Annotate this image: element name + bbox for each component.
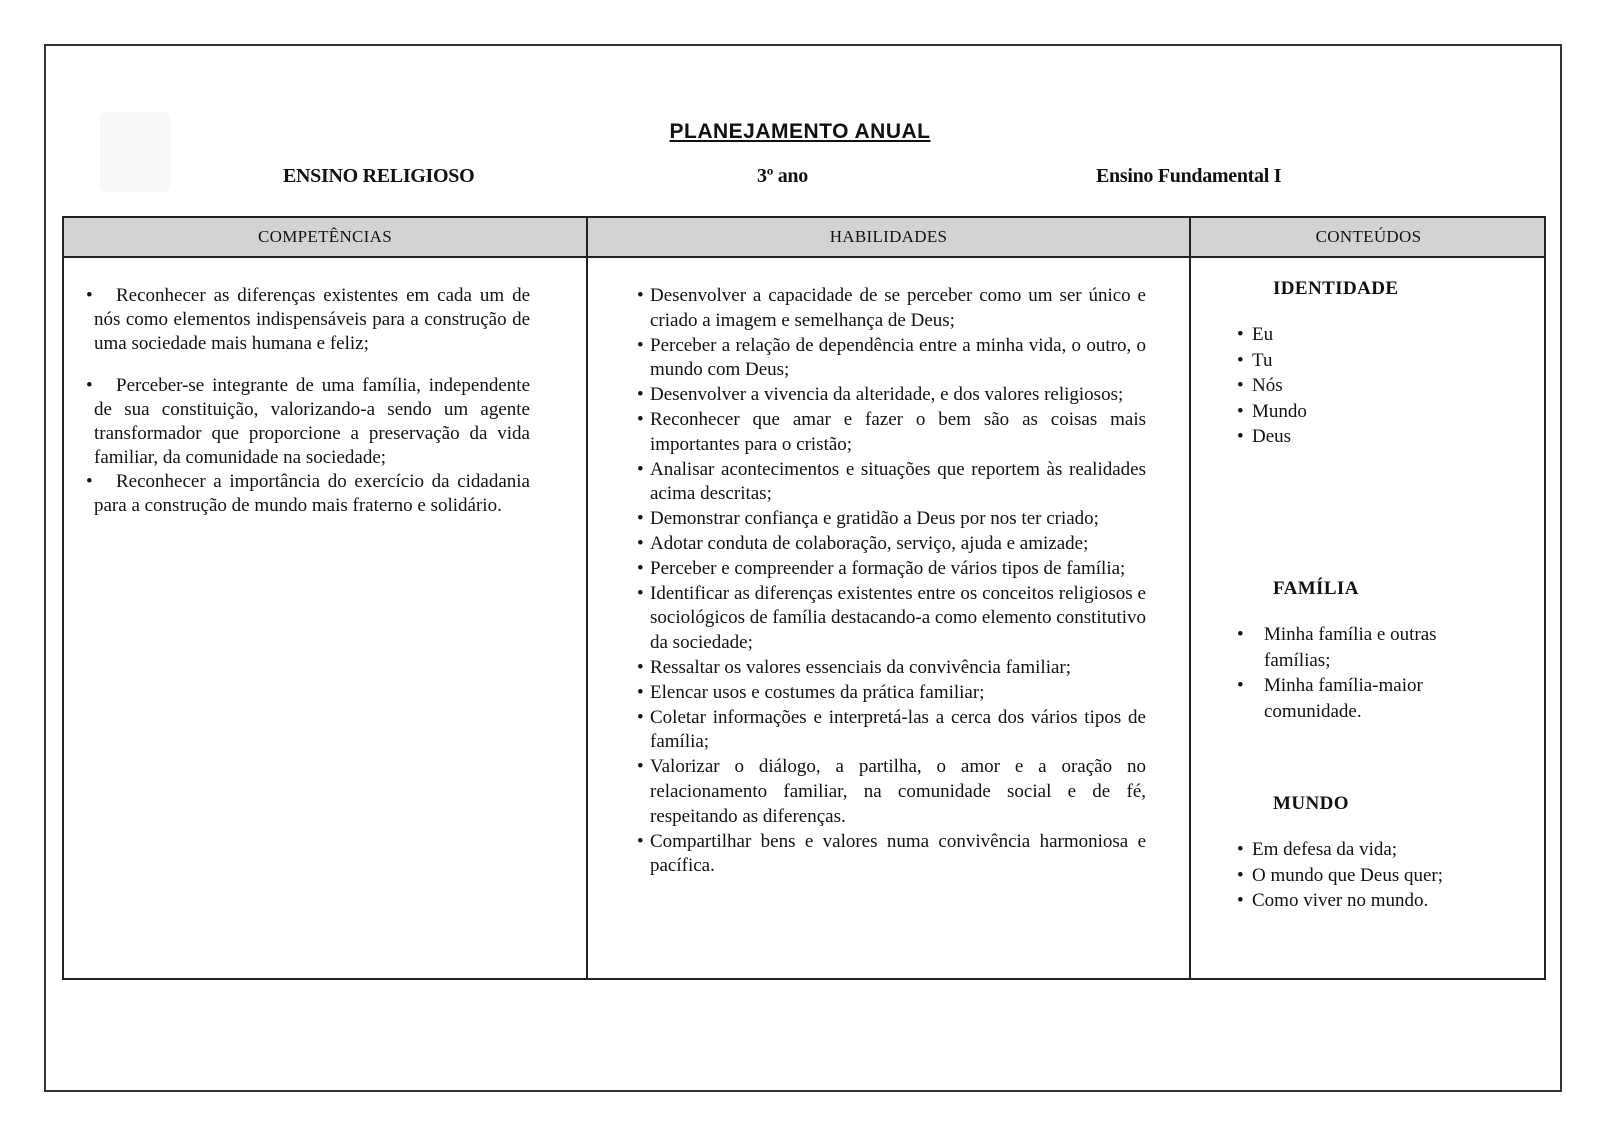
familia-list [1234,622,1464,724]
header-habilidades: HABILIDADES [829,227,948,246]
subject-label: ENSINO RELIGIOSO [283,165,475,187]
list-item: • Como viver no mundo. [1234,888,1534,914]
list-item: • Desenvolver a capacidade de se perceber como um ser único e criado a imagem e semelhança de Deus; [650,284,1146,334]
list-item: • Identificar as diferenças existentes entre os conceitos religiosos e sociológicos de família destacando-a como elemento constitutivo da sociedade; [650,582,1146,656]
list-item: • Valorizar o diálogo, a partilha, o amor e a oração no relacionamento familiar, na comunidade social e de fé, respeitando as diferenças. [650,755,1146,829]
list-item: • Elencar usos e costumes da prática familiar; [650,681,1146,706]
section-mundo [1234,793,1534,914]
section-heading: FAMÍLIA [1273,578,1359,599]
list-item: • Deus [1234,424,1534,450]
identidade-list [1234,322,1534,450]
section-identidade [1234,278,1534,450]
list-item: • Reconhecer a importância do exercício da cidadania para a construção de mundo mais fraterno e solidário. [94,470,530,518]
list-item: • Minha família e outras famílias; [1234,622,1464,673]
section-heading: IDENTIDADE [1273,278,1399,299]
page-title: PLANEJAMENTO ANUAL [669,120,931,143]
list-item: • Demonstrar confiança e gratidão a Deus por nos ter criado; [650,507,1146,532]
list-item: • Desenvolver a vivencia da alteridade, e dos valores religiosos; [650,383,1146,408]
planning-table [62,216,1546,980]
list-item: • Reconhecer as diferenças existentes em cada um de nós como elementos indispensáveis para a construção de uma sociedade mais humana e feliz; [94,284,530,356]
list-item: • Mundo [1234,399,1534,425]
column-divider [586,218,588,978]
mundo-list [1234,837,1534,914]
grade-label: 3º ano [757,165,808,187]
list-item: • O mundo que Deus quer; [1234,863,1534,889]
list-item: • Nós [1234,373,1534,399]
list-item: • Minha família-maior comunidade. [1234,673,1464,724]
list-item: • Em defesa da vida; [1234,837,1534,863]
list-item: • Analisar acontecimentos e situações que reportem às realidades acima descritas; [650,458,1146,508]
column-divider [1189,218,1191,978]
list-item: • Ressaltar os valores essenciais da convivência familiar; [650,656,1146,681]
section-familia [1234,578,1534,724]
list-item: • Perceber e compreender a formação de vários tipos de família; [650,557,1146,582]
list-item: • Adotar conduta de colaboração, serviço, ajuda e amizade; [650,532,1146,557]
habilidades-list [650,284,1146,879]
list-item: • Tu [1234,348,1534,374]
table-header [64,218,1544,258]
header-conteudos: CONTEÚDOS [1315,227,1422,246]
level-label: Ensino Fundamental I [1096,165,1282,187]
list-item: • Perceber-se integrante de uma família, independente de sua constituição, valorizando-a sendo um agente transformador que proporcione a preservação da vida familiar, da comunidade na sociedade; [94,374,530,470]
list-item: • Perceber a relação de dependência entre a minha vida, o outro, o mundo com Deus; [650,334,1146,384]
list-item: • Compartilhar bens e valores numa convivência harmoniosa e pacífica. [650,830,1146,880]
section-heading: MUNDO [1273,793,1349,814]
list-item: • Reconhecer que amar e fazer o bem são as coisas mais importantes para o cristão; [650,408,1146,458]
header-competencias: COMPETÊNCIAS [258,227,392,246]
competencias-list [94,284,530,536]
conteudos-column [1234,278,1534,911]
list-item: • Eu [1234,322,1534,348]
list-item: • Coletar informações e interpretá-las a cerca dos vários tipos de família; [650,706,1146,756]
